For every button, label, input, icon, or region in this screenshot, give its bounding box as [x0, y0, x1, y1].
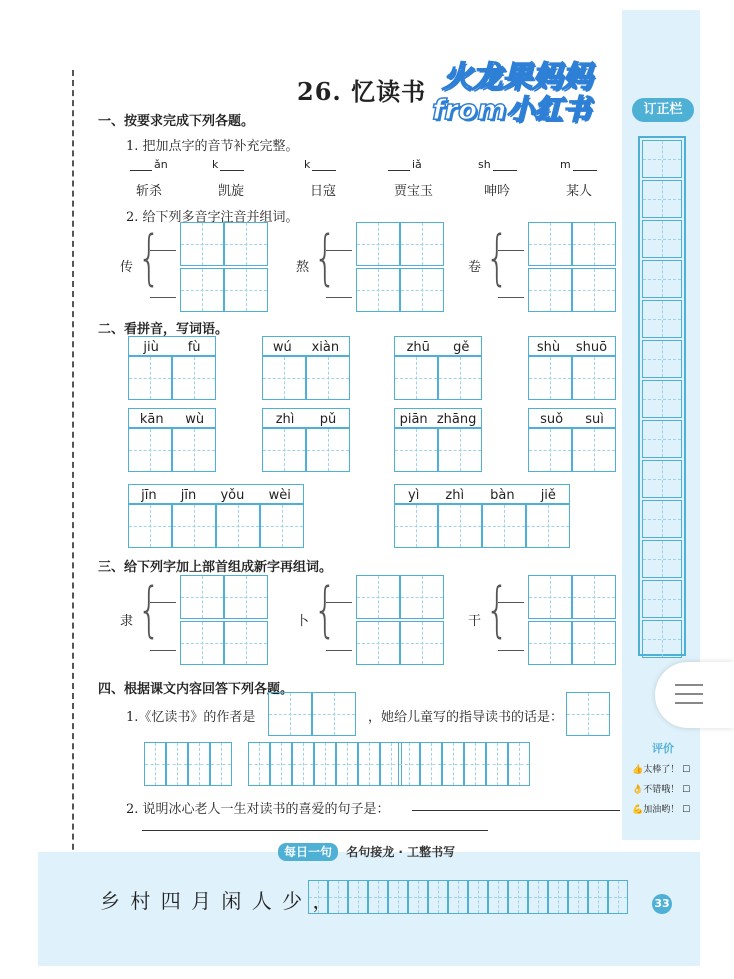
writing-cell[interactable]: [356, 575, 400, 619]
side-cell[interactable]: [642, 420, 682, 458]
section-4-heading: 四、根据课文内容回答下列各题。: [98, 682, 294, 697]
page-title: 26. 忆读书: [297, 77, 427, 106]
writing-cell[interactable]: [356, 268, 400, 312]
answer-dash[interactable]: [326, 650, 352, 651]
answer-dash[interactable]: [498, 602, 524, 603]
question-4-1b: ，她给儿童写的指导读书的话是：: [368, 710, 564, 725]
writing-cell[interactable]: [172, 356, 216, 400]
side-cell[interactable]: [642, 500, 682, 538]
pinyin-blank[interactable]: k: [212, 158, 244, 171]
daily-writing-cell[interactable]: [528, 880, 548, 914]
daily-writing-cell[interactable]: [408, 880, 428, 914]
pinyin-blank[interactable]: iǎ: [388, 158, 422, 171]
polyphone-char: 传: [120, 260, 134, 275]
daily-writing-cell[interactable]: [468, 880, 488, 914]
writing-cell[interactable]: [180, 268, 224, 312]
writing-cell[interactable]: [482, 504, 526, 548]
side-cell[interactable]: [642, 340, 682, 378]
writing-cell[interactable]: [356, 621, 400, 665]
writing-cell[interactable]: [528, 575, 572, 619]
answer-cell[interactable]: [336, 742, 358, 786]
writing-cell[interactable]: [400, 268, 444, 312]
eval-item[interactable]: 💪加油哟！ ☐: [632, 805, 691, 815]
side-cell[interactable]: [642, 260, 682, 298]
answer-cell[interactable]: [210, 742, 232, 786]
watermark-line1: 火龙果妈妈: [442, 60, 592, 95]
radical-char: 干: [468, 614, 482, 629]
brace-icon: {: [485, 575, 509, 645]
brace-icon: {: [137, 223, 161, 293]
writing-cell[interactable]: [394, 428, 438, 472]
side-cell[interactable]: [642, 460, 682, 498]
writing-cell[interactable]: [572, 575, 616, 619]
daily-writing-cell[interactable]: [308, 880, 328, 914]
section-1-heading: 一、按要求完成下列各题。: [98, 114, 255, 129]
word: 日寇: [310, 184, 337, 199]
pinyin-label-box: kān wù: [128, 408, 216, 428]
daily-writing-cell[interactable]: [588, 880, 608, 914]
answer-dash[interactable]: [498, 250, 524, 251]
writing-cell[interactable]: [400, 222, 444, 266]
polyphone-char: 熬: [296, 260, 310, 275]
writing-cell[interactable]: [394, 356, 438, 400]
answer-dash[interactable]: [326, 602, 352, 603]
answer-dash[interactable]: [498, 297, 524, 298]
writing-cell[interactable]: [224, 575, 268, 619]
writing-cell[interactable]: [224, 222, 268, 266]
writing-cell[interactable]: [306, 428, 350, 472]
answer-cell[interactable]: [292, 742, 314, 786]
side-label: 订正栏: [632, 98, 694, 122]
answer-cell[interactable]: [486, 742, 508, 786]
answer-cell[interactable]: [312, 692, 356, 736]
pinyin-label-box: zhì pǔ: [262, 408, 350, 428]
answer-cell[interactable]: [188, 742, 210, 786]
daily-writing-cell[interactable]: [508, 880, 528, 914]
writing-cell[interactable]: [528, 621, 572, 665]
answer-dash[interactable]: [150, 650, 176, 651]
answer-dash[interactable]: [150, 250, 176, 251]
writing-cell[interactable]: [400, 575, 444, 619]
answer-dash[interactable]: [150, 602, 176, 603]
answer-dash[interactable]: [326, 250, 352, 251]
word: 斩杀: [136, 184, 163, 199]
answer-cell[interactable]: [314, 742, 336, 786]
daily-writing-cell[interactable]: [488, 880, 508, 914]
answer-dash[interactable]: [150, 297, 176, 298]
side-cell[interactable]: [642, 620, 682, 658]
daily-writing-cell[interactable]: [348, 880, 368, 914]
radical-char: 隶: [120, 614, 134, 629]
writing-cell[interactable]: [260, 504, 304, 548]
correction-column[interactable]: [638, 136, 686, 656]
side-cell[interactable]: [642, 300, 682, 338]
writing-cell[interactable]: [438, 504, 482, 548]
answer-cell[interactable]: [270, 742, 292, 786]
pinyin-blank[interactable]: sh: [478, 158, 517, 171]
writing-cell[interactable]: [572, 356, 616, 400]
answer-cell[interactable]: [144, 742, 166, 786]
word: 呻吟: [484, 184, 511, 199]
writing-cell[interactable]: [572, 222, 616, 266]
writing-cell[interactable]: [528, 268, 572, 312]
brace-icon: {: [313, 223, 337, 293]
answer-cell[interactable]: [420, 742, 442, 786]
answer-cell[interactable]: [442, 742, 464, 786]
writing-cell[interactable]: [528, 356, 572, 400]
writing-cell[interactable]: [356, 222, 400, 266]
polyphone-char: 卷: [468, 260, 482, 275]
watermark-line2: from小红书: [432, 93, 591, 126]
pinyin-label-box: jīn jīn yǒu wèi: [128, 484, 304, 504]
answer-dash[interactable]: [326, 297, 352, 298]
question-4-1a: 1.《忆读书》的作者是: [126, 710, 256, 725]
writing-cell[interactable]: [526, 504, 570, 548]
writing-cell[interactable]: [438, 428, 482, 472]
pinyin-label-box: zhū gě: [394, 336, 482, 356]
writing-cell[interactable]: [216, 504, 260, 548]
cut-line: [72, 70, 74, 910]
pinyin-blank[interactable]: k: [304, 158, 336, 171]
writing-cell[interactable]: [394, 504, 438, 548]
daily-sentence: 乡 村 四 月 闲 人 少 ，: [100, 889, 335, 913]
writing-cell[interactable]: [528, 428, 572, 472]
menu-icon: [675, 684, 703, 704]
daily-writing-cell[interactable]: [388, 880, 408, 914]
answer-cell[interactable]: [248, 742, 270, 786]
answer-cell[interactable]: [508, 742, 530, 786]
writing-cell[interactable]: [172, 428, 216, 472]
writing-cell[interactable]: [180, 575, 224, 619]
pinyin-label-box: wú xiàn: [262, 336, 350, 356]
daily-writing-cell[interactable]: [568, 880, 588, 914]
writing-cell[interactable]: [128, 504, 172, 548]
page-number: 33: [652, 894, 672, 914]
writing-cell[interactable]: [180, 222, 224, 266]
eval-title: 评价: [652, 742, 674, 755]
answer-line[interactable]: [412, 810, 620, 811]
section-2-heading: 二、看拼音，写词语。: [98, 322, 229, 337]
answer-cell[interactable]: [464, 742, 486, 786]
question-4-2: 2. 说明冰心老人一生对读书的喜爱的句子是：: [126, 802, 390, 817]
answer-line[interactable]: [142, 830, 488, 831]
pinyin-label-box: yì zhì bàn jiě: [394, 484, 570, 504]
writing-cell[interactable]: [128, 428, 172, 472]
side-cell[interactable]: [642, 540, 682, 578]
answer-cell[interactable]: [398, 742, 420, 786]
side-cell[interactable]: [642, 180, 682, 218]
brace-icon: {: [313, 575, 337, 645]
brace-icon: {: [137, 575, 161, 645]
writing-cell[interactable]: [572, 268, 616, 312]
pinyin-label-box: shù shuō: [528, 336, 616, 356]
writing-cell[interactable]: [262, 356, 306, 400]
pinyin-label-box: suǒ suì: [528, 408, 616, 428]
side-cell[interactable]: [642, 140, 682, 178]
writing-cell[interactable]: [224, 621, 268, 665]
pinyin-blank[interactable]: ǎn: [130, 158, 168, 171]
eval-item[interactable]: 👍太棒了！ ☐: [632, 765, 691, 775]
daily-writing-cell[interactable]: [328, 880, 348, 914]
writing-cell[interactable]: [572, 428, 616, 472]
daily-writing-cell[interactable]: [368, 880, 388, 914]
answer-cell[interactable]: [166, 742, 188, 786]
writing-cell[interactable]: [306, 356, 350, 400]
daily-writing-cell[interactable]: [428, 880, 448, 914]
evaluation-panel: [632, 740, 702, 815]
writing-cell[interactable]: [224, 268, 268, 312]
writing-cell[interactable]: [180, 621, 224, 665]
side-cell[interactable]: [642, 380, 682, 418]
daily-writing-cell[interactable]: [608, 880, 628, 914]
brace-icon: {: [485, 223, 509, 293]
answer-cell[interactable]: [566, 692, 610, 736]
writing-cell[interactable]: [262, 428, 306, 472]
writing-cell[interactable]: [528, 222, 572, 266]
word: 贾宝玉: [394, 184, 434, 199]
question-1-2: 2. 给下列多音字注音并组词。: [126, 210, 299, 225]
word: 某人: [566, 184, 593, 199]
daily-writing-cell[interactable]: [448, 880, 468, 914]
side-cell[interactable]: [642, 580, 682, 618]
question-1-1: 1. 把加点字的音节补充完整。: [126, 139, 299, 154]
eval-item[interactable]: 👌不错哦！ ☐: [632, 785, 691, 795]
pinyin-label-box: jiù fù: [128, 336, 216, 356]
answer-cell[interactable]: [268, 692, 312, 736]
section-3-heading: 三、给下列字加上部首组成新字再组词。: [98, 560, 333, 575]
radical-char: 卜: [296, 614, 310, 629]
daily-writing-cell[interactable]: [548, 880, 568, 914]
pinyin-label-box: piān zhāng: [394, 408, 482, 428]
answer-cell[interactable]: [358, 742, 380, 786]
side-cell[interactable]: [642, 220, 682, 258]
writing-cell[interactable]: [128, 356, 172, 400]
word: 凯旋: [218, 184, 245, 199]
menu-button[interactable]: [655, 662, 734, 728]
writing-cell[interactable]: [400, 621, 444, 665]
writing-cell[interactable]: [438, 356, 482, 400]
writing-cell[interactable]: [572, 621, 616, 665]
pinyin-blank[interactable]: m: [560, 158, 597, 171]
daily-tag: 每日一句 名句接龙 · 工整书写: [278, 843, 455, 860]
answer-dash[interactable]: [498, 650, 524, 651]
writing-cell[interactable]: [172, 504, 216, 548]
